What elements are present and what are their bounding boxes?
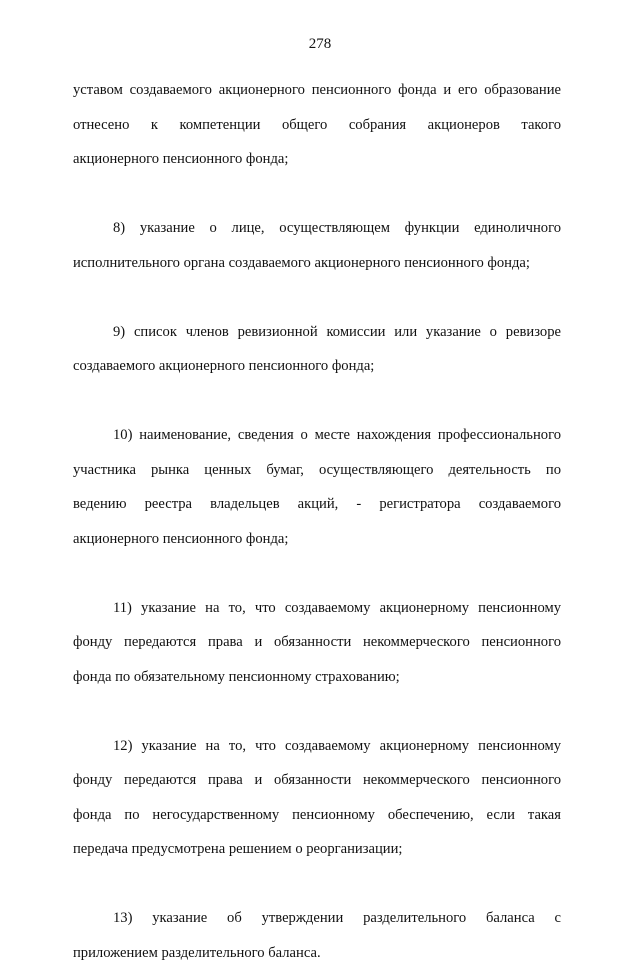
text-line: фонду передаются права и обязанности некоммерческого пенсионного: [73, 625, 561, 660]
text-line: передача предусмотрена решением о реорганизации;: [73, 832, 561, 867]
text-line: фонда по негосударственному пенсионному обеспечению, если такая: [73, 798, 561, 833]
list-item-8: [73, 211, 561, 280]
text-line: 12) указание на то, что создаваемому акционерному пенсионному: [73, 729, 561, 764]
text-line: отнесено к компетенции общего собрания акционеров такого: [73, 108, 561, 143]
text-line: участника рынка ценных бумаг, осуществляющего деятельность по: [73, 453, 561, 488]
text-line: акционерного пенсионного фонда;: [73, 142, 561, 177]
text-line: приложением разделительного баланса.: [73, 936, 561, 970]
text-line: 8) указание о лице, осуществляющем функции единоличного: [73, 211, 561, 246]
list-item-13: [73, 901, 561, 970]
text-line: акционерного пенсионного фонда;: [73, 522, 561, 557]
text-line: уставом создаваемого акционерного пенсионного фонда и его образование: [73, 73, 561, 108]
page-number: 278: [0, 36, 640, 53]
list-item-9: [73, 315, 561, 384]
document-body: [73, 73, 561, 970]
text-line: исполнительного органа создаваемого акционерного пенсионного фонда;: [73, 246, 561, 281]
text-line: 13) указание об утверждении разделительного баланса с: [73, 901, 561, 936]
text-line: фонда по обязательному пенсионному страхованию;: [73, 660, 561, 695]
text-line: 10) наименование, сведения о месте нахождения профессионального: [73, 418, 561, 453]
list-item-10: [73, 418, 561, 556]
list-item-12: [73, 729, 561, 867]
paragraph-continuation: [73, 73, 561, 177]
text-line: ведению реестра владельцев акций, - регистратора создаваемого: [73, 487, 561, 522]
text-line: 11) указание на то, что создаваемому акционерному пенсионному: [73, 591, 561, 626]
text-line: 9) список членов ревизионной комиссии или указание о ревизоре: [73, 315, 561, 350]
text-line: создаваемого акционерного пенсионного фонда;: [73, 349, 561, 384]
text-line: фонду передаются права и обязанности некоммерческого пенсионного: [73, 763, 561, 798]
list-item-11: [73, 591, 561, 695]
